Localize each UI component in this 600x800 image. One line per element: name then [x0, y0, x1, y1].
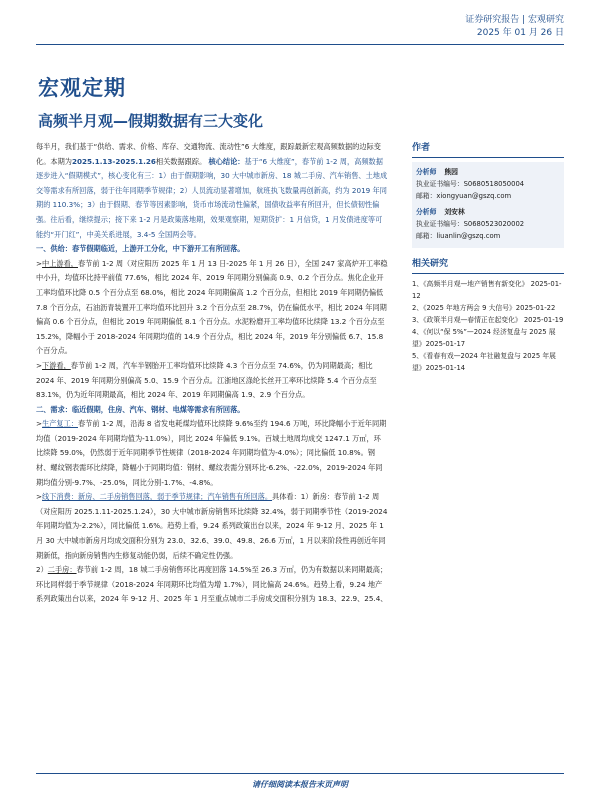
report-type-title: 宏观定期 — [38, 76, 126, 100]
related-report-link[interactable]: 5、《看春有戏—2024 年社融复盘与 2025 年展望》2025-01-14 — [412, 352, 556, 372]
header-divider — [36, 44, 564, 45]
related-report-link[interactable]: 3、《政策半月观—春情正在起变化》 2025-01-19 — [412, 316, 564, 324]
report-date: 2025 年 01 月 26 日 — [476, 28, 564, 38]
page-header — [465, 14, 564, 40]
authors-box — [412, 162, 564, 248]
related-report-link[interactable]: 2、《2025 年地方两会 9 大信号》2025-01-22 — [412, 304, 556, 312]
related-report-link[interactable]: 4、《何以“保 5%”—2024 经济复盘与 2025 展望》2025-01-17 — [412, 328, 556, 348]
core-conclusion-text: 基于“6 大维度”，春节前 1-2 周，高频数据逐步进入“假期模式”，核心变化有三：1）由于假期影响，30 大中城市新房、18 城二手房、汽车销售、土地成交等需求有所回落，弱于往年同期季节规律；2）人员流动显著增加，航班执飞数量再创新高，约为 2019 年同期的 110.3%；3）由于假期、春节等因素影响，货币市场流动性偏紧，国债收益率有所回升，但长债韧性偏强。往后看，继续提示；接下来 1-2 月是政策落地期，效果观察期，短期货扩：1 月信贷，1 月发债进度等可能约“开门红”，中美关系进展，3.4-5 全国两会等。 — [36, 156, 388, 239]
section-2-title: 二、需求：临近假期，住房、汽车、钢材、电煤等需求有所回落。 — [36, 404, 245, 414]
footer-divider — [36, 773, 564, 774]
footer-disclaimer: 请仔细阅读本报告末页声明 — [252, 780, 348, 789]
authors-heading: 作者 — [412, 140, 564, 158]
intro-paragraph: 每半月，我们基于“供给、需求、价格、库存、交通物流、流动性”6 大维度，跟踪最新宏观高频数据的边际变化。本期为2025.1.13-2025.1.26相关数据跟踪。 核心结论：基于“6 大维度”，春节前 1-2 周，高频数据逐步进入“假期模式”，核心变化有三：1）由于假期影响，30 大中城市新房、18 城二手房、汽车销售、土地成交等需求有所回落，弱于往年同期季节规律；2）人员流动显著增加，航班执飞数量再创新高，约为 2019 年同期的 110.3%；3）由于假期、春节等因素影响，货币市场流动性偏紧，国债收益率有所回升，但长债韧性偏强。往后看，继续提示；接下来 1-2 月是政策落地期，效果观察期，短期货扩：1 月信贷，1 月发债进度等可能约“开门红”，中美关系进展，3.4-5 全国两会等。 — [36, 142, 388, 239]
section-1-paragraph-1: >中上游看，春节前 1-2 周（对应阳历 2025 年 1 月 13 日-2025 年 1 月 26 日），全国 247 家高炉开工率稳中小升，均值环比持平前值 77.6%，相比 2024 年、2019 年同期分别偏高 0.9、0.2 个百分点。焦化企业开工率均值环比降 0.5 个百分点至 68.0%，相比 2024 年同期偏高 1.2 个百分点，但相比 2019 年同期仍偏低 7.8 个百分点，石油沥青装置开工率均值环比回升 3.2 个百分点至 28.7%，仍在偏低水平，相比 2024 年同期偏高 0.6 个百分点，但相比 2019 年同期偏低 8.1 个百分点。水泥粉磨开工率均值环比续降 13.2 个百分点至 15.2%，降幅小于 2018-2024 年同期均值的 14.9 个百分点，相比 2024 年，2019 年分别偏低 6.7、15.8 个百分点。 — [36, 258, 388, 356]
author-email: 邮箱：xiongyuan@gszq.com — [416, 192, 512, 200]
section-2-paragraph-1: >生产复工：春节前 1-2 周，沿海 8 省发电耗煤均值环比续降 9.6%至约 194.6 万吨，环比降幅小于近年同期均值（2019-2024 年同期均值为-11.0%），同比 2024 年偏低 9.1%。百城土地周均成交 1247.1 万㎡，环比续降 59.0%，仍然弱于近年同期季节性规律（2018-2024 年同期均值为-4.0%）；同比偏低 10.8%。钢材、螺纹钢表需环比续降，降幅小于同期均值：钢材、螺纹表需分别环比-6.2%、-22.0%，2019-2024 年同期均值分别-9.7%、-25.0%，同比分别-1.7%、-4.8%。 — [36, 419, 387, 487]
author-email: 邮箱：liuanlin@gszq.com — [416, 232, 501, 240]
section-1-title: 一、供给：春节假期临近，上游开工分化，中下游开工有所回落。 — [36, 244, 245, 254]
author-name: 刘安林 — [444, 208, 465, 216]
sidebar — [412, 140, 564, 374]
main-column — [36, 140, 388, 607]
section-2-paragraph-3: 2）二手房：春节前 1-2 周，18 城二手房销售环比再度回落 14.5%至 26.3 万㎡，仍为有数据以来同期最高；环比同样弱于季节规律（2018-2024 年同期环比均值为增 1.7%），同比偏高 24.6%。趋势上看，9.24 地产系列政策出台以来，2024 年 9-12 月、2025 年 1 月至重点城市二手房成交面积分别为 18.3、22.9、25.4、 — [36, 565, 388, 604]
intro-period: 2025.1.13-2025.1.26 — [71, 156, 156, 166]
section-2-paragraph-2: >线下消费：新房、二手房销售回落，弱于季节规律；汽车销售有所回落。具体看：1）新房：春节前 1-2 周（对应阳历 2025.1.11-2025.1.24），30 大中城市新房销售环比续降 32.4%，弱于同期季节性（2019-2024 年同期均值为-2.2%），同比偏低 1.6%。趋势上看，9.24 系列政策出台以来，2024 年 9-12 月、2025 年 1 月 30 大中城市新房月均成交面积分别为 23.0、32.6、39.0、49.8、26.6 万㎡，1 月以来阶段性再创近年同期新低，指向新房销售内生修复动能仍弱，后续不确定性仍强。 — [36, 492, 388, 560]
related-research-heading: 相关研究 — [412, 256, 564, 274]
author-block: 分析师 刘安林 执业证书编号：S0680523020002 邮箱：liuanlin@gszq.com — [416, 206, 560, 242]
core-conclusion-label: 核心结论： — [208, 156, 245, 166]
report-category: 证券研究报告 | 宏观研究 — [465, 15, 564, 25]
report-title: 高频半月观—假期数据有三大变化 — [38, 112, 264, 130]
author-block: 分析师 熊园 执业证书编号：S0680518050004 邮箱：xiongyuan@gszq.com — [416, 166, 560, 202]
related-report-link[interactable]: 1、《高频半月观—地产销售有新变化》 2025-01-12 — [412, 280, 562, 300]
author-name: 熊园 — [444, 168, 458, 176]
section-1-paragraph-2: >下游看，春节前 1-2 周，汽车半钢胎开工率均值环比续降 4.3 个百分点至 74.6%，仍为同期最高；相比 2024 年、2019 年同期分别偏高 5.0、15.9 个百分点。江浙地区涤纶长丝开工率环比续降 5.4 个百分点至 83.1%，仍为近年同期最高，相比 2024 年、2019 年同期偏高 1.9、2.9 个百分点。 — [36, 360, 377, 400]
